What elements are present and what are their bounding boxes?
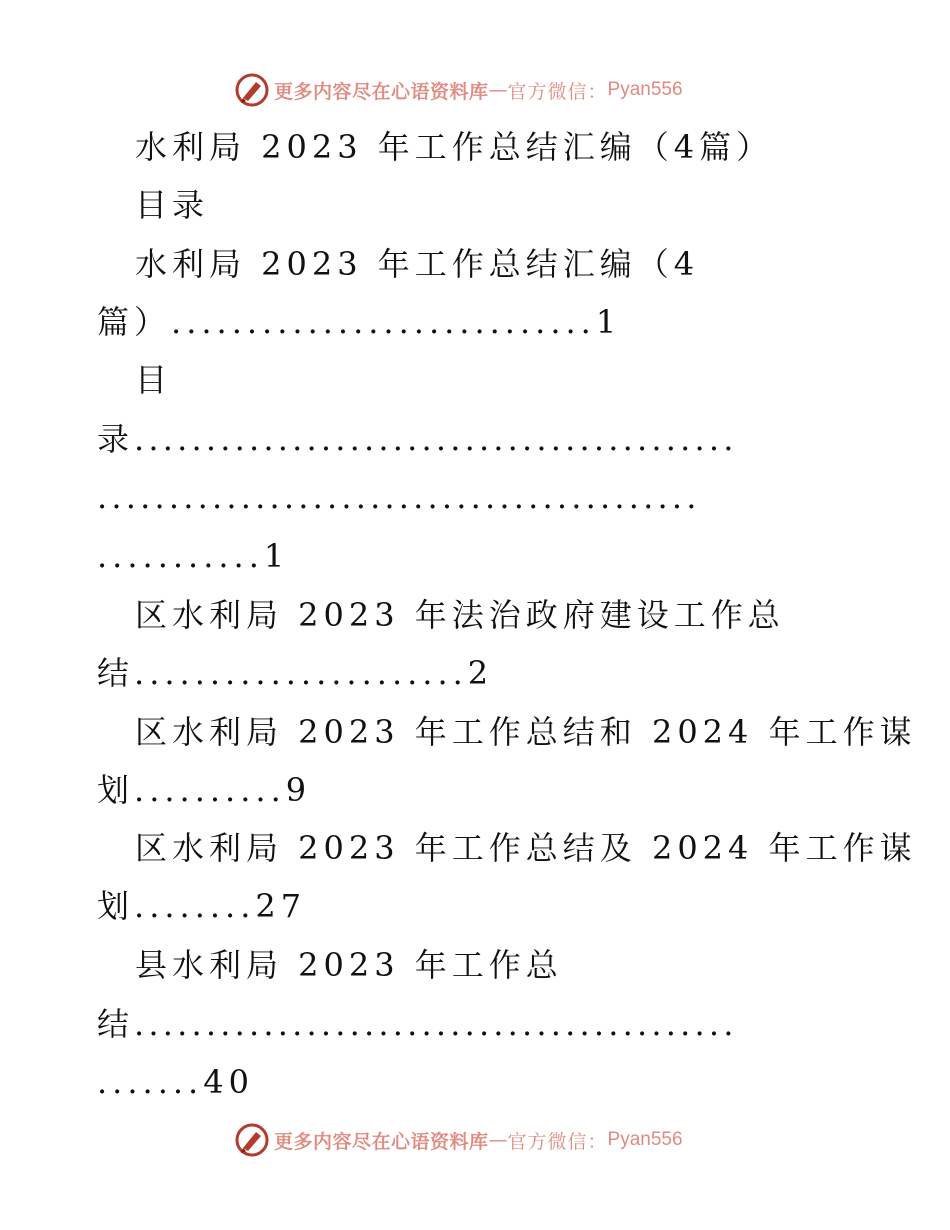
banner-wechat-id: Pyan556 [607,1129,683,1150]
toc-entry-1-title-end: 篇） [97,303,172,341]
toc-entry-1-leader: ............................ [171,303,596,341]
header-banner [0,70,950,110]
toc-entry-1-cont [97,302,621,342]
banner-wechat-id: Pyan556 [607,79,683,100]
toc-entry-5-leader: ........ [134,887,256,925]
toc-entry-3-title-end: 结 [97,654,135,692]
toc-entry-2-title: 目 [135,361,173,399]
toc-entry-6-page: 40 [203,1063,254,1101]
toc-entry-2-end [97,536,289,576]
toc-entry-5-page: 27 [255,887,307,925]
toc-entry-2-page: 1 [263,537,290,575]
toc-entry-2-title-end: 录 [97,420,135,458]
toc-entry-6-cont [97,1004,738,1044]
toc-entry-1-title: 水利局 2023 年工作总结汇编（4 [135,245,700,283]
toc-entry-1-page: 1 [595,303,622,341]
toc-entry-3-title: 区水利局 2023 年法治政府建设工作总 [135,596,785,634]
banner-text: 更多内容尽在心语资料库 [274,1130,489,1153]
banner-wechat-label: 官方微信： [507,80,608,103]
toc-entry-2-cont [97,419,738,459]
toc-entry-2-leader: .......................................... [134,420,738,458]
pen-logo-icon [234,72,270,108]
banner-dash: — [488,79,508,101]
toc-entry-6-title-end: 结 [97,1005,135,1043]
toc-entry-3-cont [97,653,493,693]
toc-entry-5-title: 区水利局 2023 年工作总结及 2024 年工作谋 [135,829,917,867]
banner-wechat-label: 官方微信： [507,1130,608,1153]
toc-entry-6-title: 县水利局 2023 年工作总 [135,946,563,984]
toc-entry-5-cont [97,886,306,926]
toc-entry-6-leader: .......................................... [134,1005,738,1043]
toc-heading: 目录 [135,186,210,224]
pen-logo-icon [234,1122,270,1158]
toc-entry-6-end [97,1062,254,1102]
toc-entry-3-page: 2 [467,654,494,692]
toc-entry-3-leader: ...................... [134,654,468,692]
toc-entry-6-leader-2: ....... [97,1063,204,1101]
banner-text: 更多内容尽在心语资料库 [274,80,489,103]
toc-entry-4-page: 9 [285,771,312,809]
toc-entry-5-title-end: 划 [97,887,135,925]
toc-entry-2-leader-3: ........... [97,537,264,575]
document-title: 水利局 2023 年工作总结汇编（4篇） [135,128,774,166]
toc-entry-2-leader-2: .......................................... [97,478,701,516]
banner-dash: — [488,1129,508,1151]
toc-entry-4-leader: .......... [134,771,286,809]
toc-entry-4-cont [97,770,311,810]
toc-entry-4-title-end: 划 [97,771,135,809]
footer-banner [0,1120,950,1160]
toc-entry-4-title: 区水利局 2023 年工作总结和 2024 年工作谋 [135,713,917,751]
